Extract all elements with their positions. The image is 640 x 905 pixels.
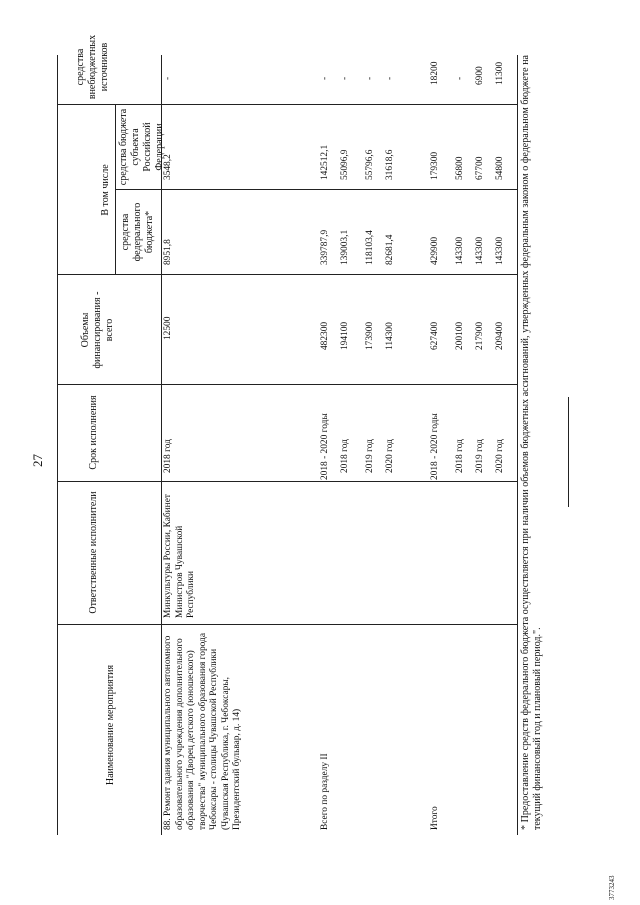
grand-2018-federal: 143300 — [455, 236, 465, 265]
section-2020-federal: 82681,4 — [385, 234, 395, 265]
section-total-label: Всего по разделу II — [320, 753, 330, 830]
grand-2019-federal: 143300 — [475, 236, 485, 265]
item-88-federal: 8951,8 — [163, 239, 173, 265]
section-total-subject: 142512,1 — [320, 144, 330, 180]
grand-2018-total: 200100 — [455, 321, 465, 350]
header-total: Объемы финансирования - всего — [80, 291, 115, 369]
item-88-total: 12500 — [163, 316, 173, 340]
section-2020-subject: 31618,6 — [385, 149, 395, 180]
col-divider-4 — [57, 274, 517, 275]
header-group: В том числе — [100, 164, 111, 216]
grand-2019-subject: 67700 — [475, 156, 485, 180]
grand-2019-term: 2019 год — [475, 439, 485, 473]
col-divider-3 — [57, 384, 517, 385]
grand-total-subject: 179300 — [430, 151, 440, 180]
header-extra: средства внебюджетных источников — [75, 34, 110, 100]
grand-2020-term: 2020 год — [495, 439, 505, 473]
grand-2019-extra: 6900 — [475, 66, 485, 85]
section-total-federal: 339787,9 — [320, 229, 330, 265]
section-total-extra: - — [320, 76, 330, 80]
footnote: * Предоставление средств федерального бюджета осуществляется при наличии объемов бюджетных ассигнований, утвержденных федеральным законом о федеральном бюджете на текущий финансовый год и плановый период.". — [520, 55, 543, 830]
col-divider-1 — [57, 624, 517, 625]
section-2018-total: 194100 — [340, 321, 350, 350]
document-code: 3773243 — [608, 875, 616, 900]
end-rule — [568, 397, 569, 507]
grand-2020-total: 209400 — [495, 321, 505, 350]
grand-2018-term: 2018 год — [455, 439, 465, 473]
grand-2019-total: 217900 — [475, 321, 485, 350]
grand-2020-subject: 54800 — [495, 156, 505, 180]
col-divider-6 — [57, 104, 517, 105]
section-2019-term: 2019 год — [365, 439, 375, 473]
table-bottom-border — [517, 55, 518, 835]
header-executors: Ответственные исполнители — [88, 491, 99, 614]
page-number: 27 — [30, 454, 45, 467]
col-divider-2 — [57, 481, 517, 482]
section-2019-federal: 118103,4 — [365, 230, 375, 265]
section-2020-total: 114300 — [385, 322, 395, 350]
header-term: Срок исполнения — [88, 395, 99, 470]
section-total-term: 2018 - 2020 годы — [320, 413, 330, 480]
col-divider-5 — [115, 189, 517, 190]
grand-total-term: 2018 - 2020 годы — [430, 413, 440, 480]
item-88-executors: Минкультуры России, Кабинет Министров Чувашской Республики — [163, 494, 196, 618]
grand-total-label: Итого — [430, 806, 440, 830]
section-2020-extra: - — [385, 76, 395, 80]
section-2019-total: 173900 — [365, 321, 375, 350]
item-88-term: 2018 год — [163, 439, 173, 473]
section-2018-extra: - — [340, 76, 350, 80]
subheader-border — [115, 105, 116, 275]
table-top-border — [57, 55, 58, 835]
section-2018-federal: 139003,1 — [340, 229, 350, 265]
section-total-total: 482300 — [320, 321, 330, 350]
grand-2020-extra: 11300 — [495, 61, 505, 85]
header-subject: средства бюджета субъекта Российской Федерации — [118, 108, 165, 186]
grand-2020-federal: 143300 — [495, 236, 505, 265]
grand-2018-extra: - — [455, 76, 465, 80]
section-2018-subject: 55096,9 — [340, 149, 350, 180]
header-federal: средства федерального бюджета* — [120, 202, 155, 262]
grand-total-extra: 18200 — [430, 61, 440, 85]
grand-2018-subject: 56800 — [455, 156, 465, 180]
grand-total-total: 627400 — [430, 321, 440, 350]
section-2020-term: 2020 год — [385, 439, 395, 473]
item-88-extra: - — [163, 76, 173, 80]
grand-total-federal: 429900 — [430, 236, 440, 265]
item-88-subject: 3548,2 — [163, 154, 173, 180]
section-2019-extra: - — [365, 76, 375, 80]
header-name: Наименование мероприятия — [105, 664, 116, 786]
item-88-name: 88. Ремонт здания муниципального автономного образовательного учреждения дополнительного образования "Дворец детского (юношеского) творчества" муниципального образования города Чебоксары - столицы Чувашской Республики (Чувашская Республика, г. Чебоксары, Президентский бульвар, д. 14) — [163, 633, 242, 830]
section-2019-subject: 55796,6 — [365, 149, 375, 180]
section-2018-term: 2018 год — [340, 439, 350, 473]
